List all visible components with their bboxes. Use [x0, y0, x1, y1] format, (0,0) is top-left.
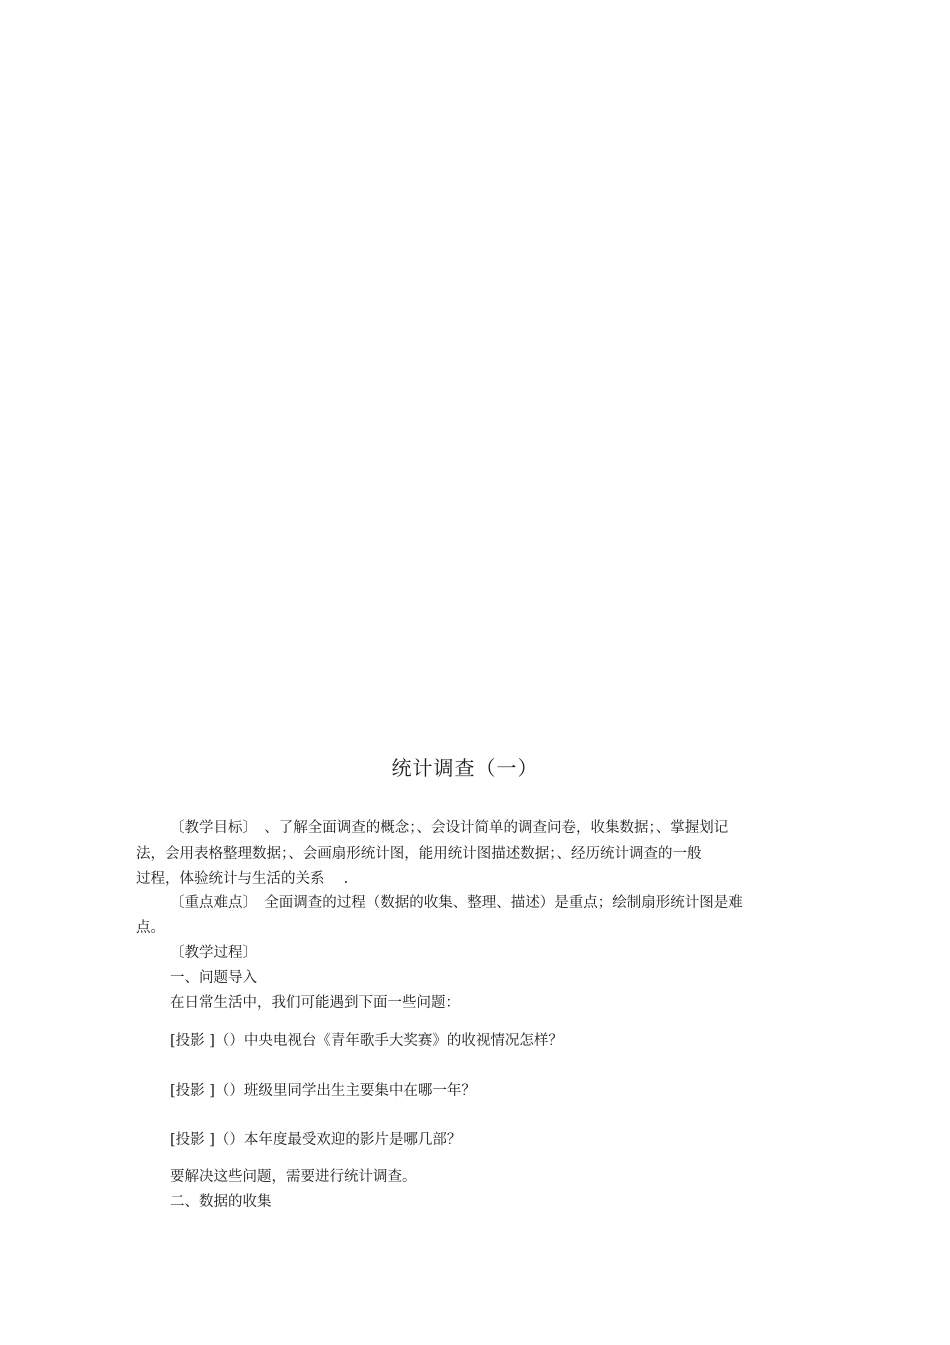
projection-item: [投影 ]（）班级里同学出生主要集中在哪一年？ [170, 1083, 476, 1099]
objectives-line-2: 法，会用表格整理数据；、会画扇形统计图，能用统计图描述数据；、经历统计调查的一般 [136, 846, 702, 862]
section-2-heading: 二、数据的收集 [170, 1194, 272, 1210]
objectives-line-3: 过程，体验统计与生活的关系 . [136, 871, 349, 887]
key-points-line-1: 〔重点难点〕 全面调查的过程（数据的收集、整理、描述）是重点；绘制扇形统计图是难 [170, 895, 743, 911]
section-1-heading: 一、问题导入 [170, 970, 257, 986]
projection-item: [投影 ]（）本年度最受欢迎的影片是哪几部？ [170, 1132, 462, 1148]
document-title: 统计调查（一） [391, 756, 539, 780]
intro-paragraph: 在日常生活中，我们可能遇到下面一些问题： [170, 995, 460, 1011]
key-points-line-2: 点。 [136, 920, 165, 936]
projection-item: [投影 ]（）中央电视台《青年歌手大奖赛》的收视情况怎样？ [170, 1033, 563, 1049]
objectives-line-1: 〔教学目标〕 、了解全面调查的概念；、会设计简单的调查问卷，收集数据；、掌握划记 [170, 820, 729, 836]
conclusion-paragraph: 要解决这些问题，需要进行统计调查。 [170, 1169, 417, 1185]
process-heading: 〔教学过程〕 [170, 945, 257, 961]
